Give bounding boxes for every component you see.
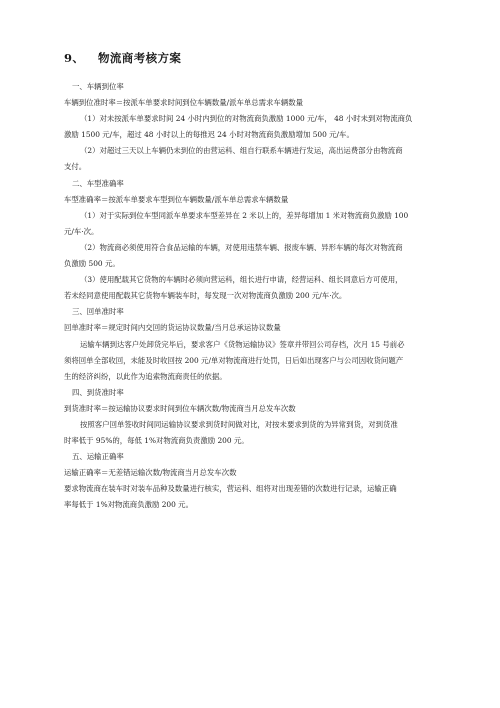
text-line: 支付。 <box>64 162 87 172</box>
text-line: 运输正确率＝无差错运输次数/物流商当月总发车次数 <box>64 468 237 478</box>
text-line: 元/车·次。 <box>64 226 99 236</box>
text-line: 运输车辆到达客户处卸货完毕后，要求客户《货物运输协议》签章并带回公司存档，次月 15 号前必 <box>80 339 405 349</box>
section-subheading: 四、到货准时率 <box>72 387 124 397</box>
heading-number: 9、 <box>64 51 85 65</box>
text-line: 负激励 500 元。 <box>64 259 120 269</box>
text-line: 按照客户回单签收时间同运输协议要求到货时间做对比，对按未要求到货的为异常到货，对到货准 <box>80 419 398 429</box>
section-heading <box>64 50 181 66</box>
heading-title: 物流商考核方案 <box>98 51 182 65</box>
text-line: 到货准时率＝按运输协议要求时间到位车辆次数/物流商当月总发车次数 <box>64 403 296 413</box>
document-body <box>64 79 440 514</box>
text-line: 车辆到位准时率＝按派车单要求时间到位车辆数量/派车单总需求车辆数量 <box>64 98 303 108</box>
text-line: 生的经济纠纷，以此作为追索物流商责任的依据。 <box>64 371 227 381</box>
text-line: 要求物流商在装车时对装车品种及数量进行核实，营运科、组将对出现差错的次数进行记录，运输正确 <box>64 484 397 494</box>
text-line: （2）对超过三天以上车辆仍未到位的由营运科、组自行联系车辆进行发运，高出运费部分由物流商 <box>80 146 403 156</box>
section-subheading: 三、回单准时率 <box>72 307 124 317</box>
text-line: 若未经同意使用配载其它货物车辆装车时，每发现一次对物流商负激励 200 元/车·次。 <box>64 291 347 301</box>
text-line: 回单准时率＝规定时间内交回的货运协议数量/当月总承运协议数量 <box>64 323 281 333</box>
text-line: （2）物流商必须使用符合食品运输的车辆，对使用违禁车辆、报废车辆、异形车辆的每次对物流商 <box>80 242 403 252</box>
section-subheading: 五、运输正确率 <box>72 452 124 462</box>
text-line: 须将回单全部收回，未能及时收回按 200 元/单对物流商进行处罚，日后如出现客户与公司因收货问题产 <box>64 355 404 365</box>
text-line: 率每低于 1%对物流商负激励 200 元。 <box>64 500 193 510</box>
section-subheading: 一、车辆到位率 <box>72 82 124 91</box>
text-line: （1）对于实际到位车型同派车单要求车型差异在 2 米以上的，差异每增加 1 米对物流商负激励 100 <box>80 210 409 220</box>
text-line: 时率低于 95%的，每低 1%对物流商负责激励 200 元。 <box>64 436 249 446</box>
text-line: 车型准确率＝按派车单要求车型到位车辆数量/派车单总需求车辆数量 <box>64 194 289 204</box>
text-line: （1）对未按派车单要求时间 24 小时内到位的对物流商负激励 1000 元/车， 48 小时未到对物流商负 <box>80 114 413 124</box>
section-subheading: 二、车型准确率 <box>72 178 124 188</box>
text-line: （3）使用配载其它货物的车辆时必须向营运科，组长进行申请，经营运科、组长同意后方可使用， <box>80 275 403 285</box>
text-line: 激励 1500 元/车，超过 48 小时以上的每推迟 24 小时对物流商负激励增加 500 元/车。 <box>64 130 354 140</box>
